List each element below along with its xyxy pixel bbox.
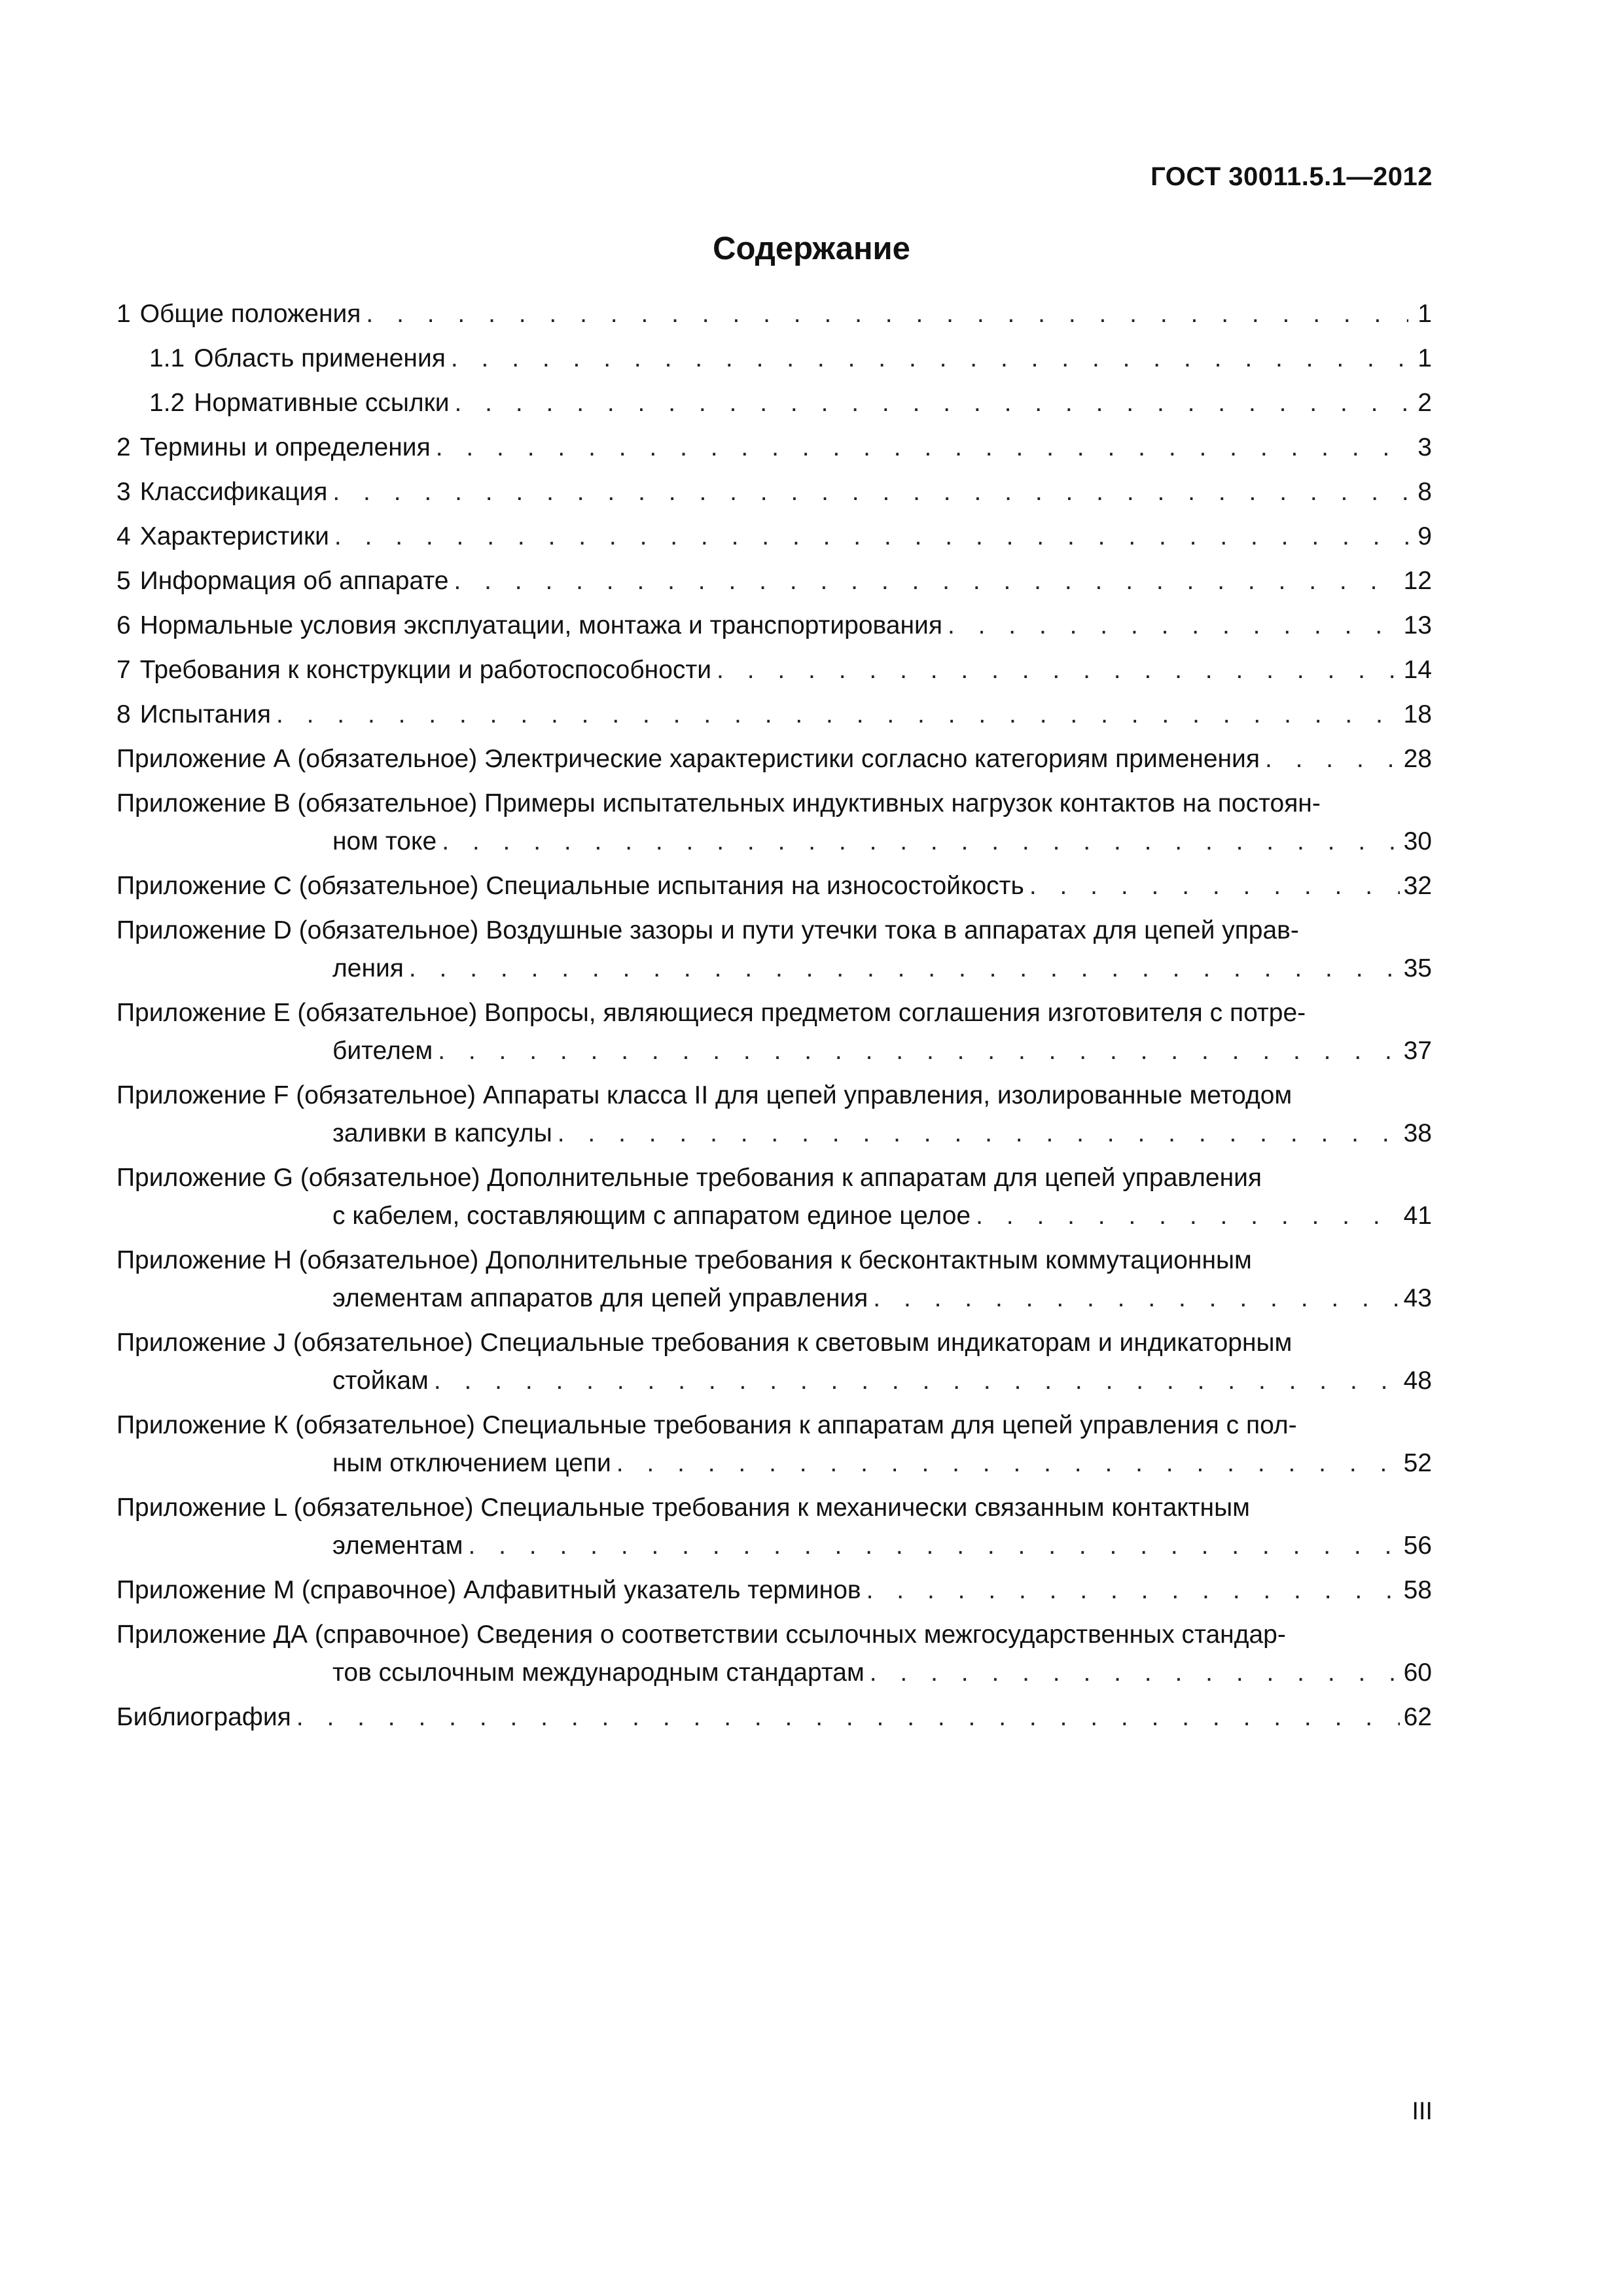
toc-item[interactable] xyxy=(116,520,1432,565)
toc-item-page: 18 xyxy=(1403,700,1432,728)
toc-item-number: 3 xyxy=(116,478,131,506)
toc-item-title: Нормальные условия эксплуатации, монтажа и транспортирования xyxy=(139,611,942,639)
toc-appendix-continuation: стойкам xyxy=(332,1367,429,1395)
dot-leader xyxy=(438,1035,1399,1067)
toc-appendix-continuation: элементам xyxy=(332,1532,463,1560)
toc-appendix-title: Приложение F (обязательное) Аппараты класса II для цепей управления, изолированные методом xyxy=(116,1081,1293,1109)
toc-appendix-title: Приложение G (обязательное) Дополнительные требования к аппаратам для цепей управления xyxy=(116,1164,1262,1192)
toc-appendix-continuation: заливки в капсулы xyxy=(332,1119,552,1147)
toc-item-title: Общие положения xyxy=(139,300,361,328)
toc-item-title: Требования к конструкции и работоспособности xyxy=(139,656,712,684)
toc-item-number: 1.2 xyxy=(149,389,185,417)
toc-appendix-continuation: тов ссылочным международным стандартам xyxy=(332,1659,865,1687)
toc-appendix-page: 60 xyxy=(1403,1659,1432,1687)
toc-appendix-page: 35 xyxy=(1403,954,1432,982)
toc-appendix-title: Приложение ДА (справочное) Сведения о соответствии ссылочных межгосударственных стандар- xyxy=(116,1621,1286,1649)
document-code: ГОСТ 30011.5.1—2012 xyxy=(1150,162,1433,191)
toc-item-number: 1.1 xyxy=(149,344,185,372)
dot-leader xyxy=(873,1282,1399,1315)
dot-leader xyxy=(409,952,1400,985)
dot-leader xyxy=(442,825,1399,858)
toc-item[interactable] xyxy=(116,298,1432,342)
toc-item-page: 1 xyxy=(1418,344,1432,372)
toc-appendix-page: 41 xyxy=(1403,1202,1432,1230)
toc-appendix[interactable] xyxy=(116,743,1432,787)
toc-item-page: 3 xyxy=(1418,433,1432,461)
toc-bibliography-title: Библиография xyxy=(116,1703,291,1731)
dot-leader xyxy=(468,1530,1399,1562)
toc-item-number: 7 xyxy=(116,656,131,684)
toc-item[interactable] xyxy=(116,387,1432,431)
toc-appendix[interactable] xyxy=(116,1619,1432,1701)
toc-item-title: Информация об аппарате xyxy=(139,567,449,595)
dot-leader xyxy=(296,1701,1400,1734)
dot-leader xyxy=(436,431,1408,464)
toc-item-title: Испытания xyxy=(139,700,271,728)
dot-leader xyxy=(434,1365,1400,1397)
toc-appendix-continuation: ным отключением цепи xyxy=(332,1449,611,1477)
dot-leader xyxy=(717,654,1400,687)
toc-item-title: Термины и определения xyxy=(139,433,431,461)
table-of-contents xyxy=(116,298,1432,1746)
toc-item[interactable] xyxy=(116,565,1432,609)
toc-appendix[interactable] xyxy=(116,997,1432,1079)
toc-appendix-page: 37 xyxy=(1403,1037,1432,1065)
toc-appendix-page: 30 xyxy=(1403,827,1432,855)
toc-item-title: Классификация xyxy=(139,478,328,506)
toc-item[interactable] xyxy=(116,698,1432,743)
dot-leader xyxy=(870,1657,1400,1689)
toc-bibliography[interactable] xyxy=(116,1701,1432,1746)
toc-appendix[interactable] xyxy=(116,1244,1432,1327)
toc-item-number: 8 xyxy=(116,700,131,728)
toc-item-number: 1 xyxy=(116,300,131,328)
toc-item[interactable] xyxy=(116,431,1432,476)
toc-appendix-continuation: с кабелем, составляющим с аппаратом единое целое xyxy=(332,1202,971,1230)
toc-appendix-page: 28 xyxy=(1403,745,1432,773)
toc-appendix-title: Приложение L (обязательное) Специальные требования к механически связанным контактным xyxy=(116,1494,1250,1522)
toc-appendix-title: Приложение Е (обязательное) Вопросы, являющиеся предметом соглашения изготовителя с потре- xyxy=(116,999,1306,1027)
dot-leader xyxy=(451,342,1408,375)
dot-leader xyxy=(866,1574,1400,1607)
toc-item[interactable] xyxy=(116,476,1432,520)
toc-appendix-title: Приложение А (обязательное) Электрические характеристики согласно категориям применения xyxy=(116,745,1260,773)
dot-leader xyxy=(366,298,1408,331)
dot-leader xyxy=(1265,743,1400,776)
toc-appendix-title: Приложение Н (обязательное) Дополнительные требования к бесконтактным коммутационным xyxy=(116,1246,1252,1274)
toc-appendix-page: 56 xyxy=(1403,1532,1432,1560)
toc-appendix-page: 48 xyxy=(1403,1367,1432,1395)
toc-appendix-page: 38 xyxy=(1403,1119,1432,1147)
toc-appendix[interactable] xyxy=(116,1327,1432,1409)
toc-appendix-page: 32 xyxy=(1403,872,1432,900)
toc-appendix-title: Приложение D (обязательное) Воздушные зазоры и пути утечки тока в аппаратах для цепей управ- xyxy=(116,916,1299,944)
dot-leader xyxy=(334,520,1408,553)
toc-appendix-title: Приложение J (обязательное) Специальные требования к световым индикаторам и индикаторным xyxy=(116,1329,1293,1357)
toc-item-page: 12 xyxy=(1403,567,1432,595)
toc-appendix-page: 43 xyxy=(1403,1284,1432,1312)
toc-item-title: Область применения xyxy=(194,344,446,372)
toc-appendix-title: Приложение М (справочное) Алфавитный указатель терминов xyxy=(116,1576,861,1604)
toc-item-number: 4 xyxy=(116,522,131,550)
toc-item-page: 14 xyxy=(1403,656,1432,684)
toc-appendix[interactable] xyxy=(116,1492,1432,1574)
page-number: III xyxy=(1412,2098,1433,2125)
toc-item-title: Характеристики xyxy=(139,522,329,550)
toc-appendix-page: 52 xyxy=(1403,1449,1432,1477)
toc-item-page: 1 xyxy=(1418,300,1432,328)
toc-item[interactable] xyxy=(116,609,1432,654)
dot-leader xyxy=(454,565,1399,598)
toc-appendix[interactable] xyxy=(116,870,1432,914)
dot-leader xyxy=(616,1447,1400,1480)
toc-appendix[interactable] xyxy=(116,1162,1432,1244)
toc-appendix-continuation: ном токе xyxy=(332,827,437,855)
toc-appendix-title: Приложение К (обязательное) Специальные требования к аппаратам для цепей управления с пол- xyxy=(116,1411,1297,1439)
toc-bibliography-page: 62 xyxy=(1403,1703,1432,1731)
dot-leader xyxy=(558,1117,1400,1150)
toc-item-title: Нормативные ссылки xyxy=(194,389,450,417)
toc-item-number: 5 xyxy=(116,567,131,595)
toc-appendix-page: 58 xyxy=(1403,1576,1432,1604)
toc-appendix-title: Приложение В (обязательное) Примеры испытательных индуктивных нагрузок контактов на постоян- xyxy=(116,789,1321,817)
toc-appendix-continuation: ления xyxy=(332,954,404,982)
toc-item[interactable] xyxy=(116,654,1432,698)
toc-item[interactable] xyxy=(116,342,1432,387)
toc-appendix[interactable] xyxy=(116,1409,1432,1492)
toc-appendix[interactable] xyxy=(116,1079,1432,1162)
toc-appendix[interactable] xyxy=(116,914,1432,997)
dot-leader xyxy=(332,476,1408,509)
dot-leader xyxy=(455,387,1408,420)
toc-item-page: 8 xyxy=(1418,478,1432,506)
dot-leader xyxy=(1029,870,1400,903)
toc-appendix[interactable] xyxy=(116,787,1432,870)
toc-item-page: 9 xyxy=(1418,522,1432,550)
toc-item-number: 2 xyxy=(116,433,131,461)
toc-appendix-title: Приложение С (обязательное) Специальные испытания на износостойкость xyxy=(116,872,1024,900)
toc-appendix-continuation: бителем xyxy=(332,1037,433,1065)
dot-leader xyxy=(976,1200,1399,1232)
toc-item-page: 2 xyxy=(1418,389,1432,417)
dot-leader xyxy=(948,609,1400,642)
page-title: Содержание xyxy=(713,231,910,266)
toc-item-number: 6 xyxy=(116,611,131,639)
toc-appendix-continuation: элементам аппаратов для цепей управления xyxy=(332,1284,868,1312)
toc-appendix[interactable] xyxy=(116,1574,1432,1619)
toc-item-page: 13 xyxy=(1403,611,1432,639)
dot-leader xyxy=(276,698,1400,731)
